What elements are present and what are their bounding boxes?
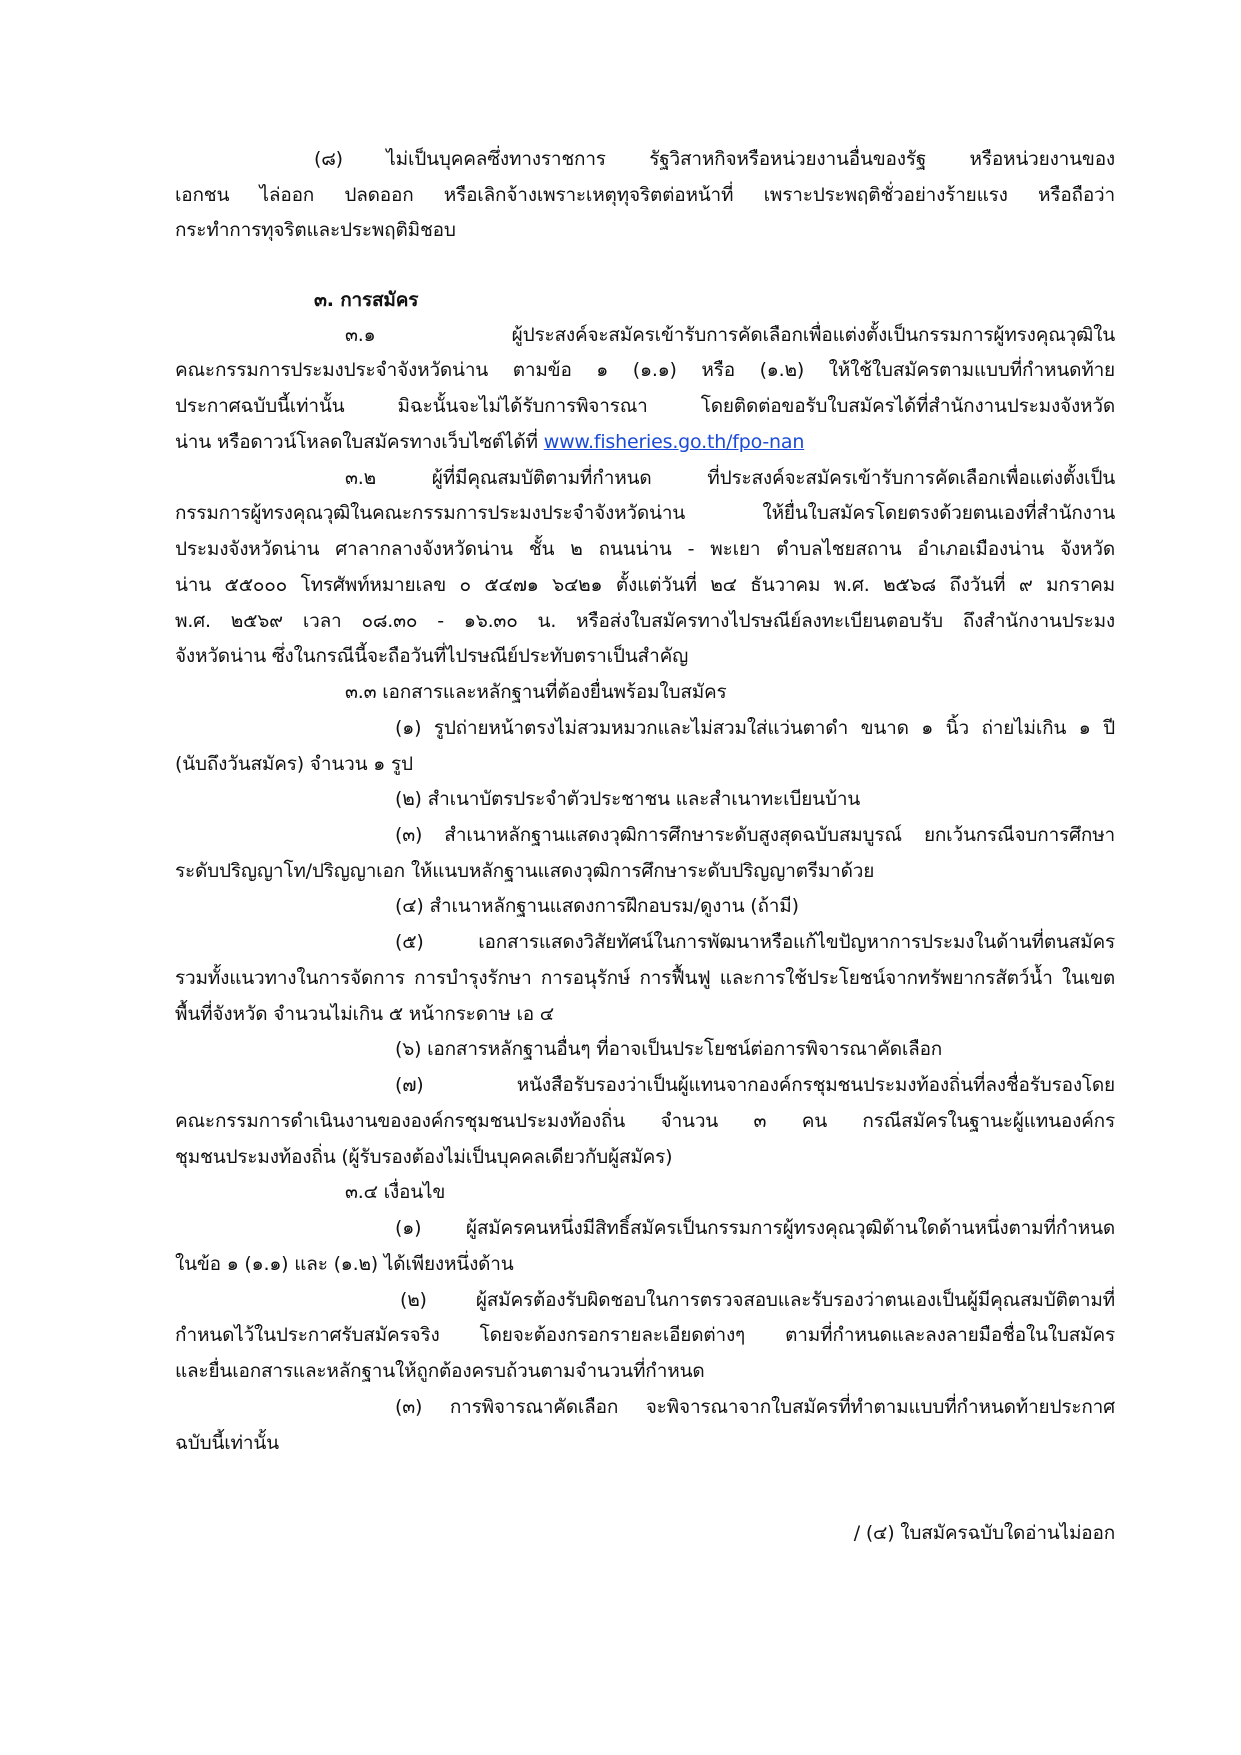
doc-3-line-2: ระดับปริญญาโท/ปริญญาเอก ให้แนบหลักฐานแสดงวุฒิการศึกษาระดับปริญญาตรีมาด้วย	[175, 860, 875, 882]
item-3-2-line-4: น่าน ๕๕๐๐๐ โทรศัพท์หมายเลข ๐ ๕๔๗๑ ๖๔๒๑ ตั้งแต่วันที่ ๒๔ ธันวาคม พ.ศ. ๒๕๖๘ ถึงวันที่ ๙ มกราคม	[175, 574, 1115, 596]
item-3-1-line-4	[175, 427, 1115, 457]
cond-2-line-1: (๒) ผู้สมัครต้องรับผิดชอบในการตรวจสอบและรับรองว่าตนเองเป็นผู้มีคุณสมบัติตามที่	[400, 1289, 1115, 1311]
item-3-2-line-3: ประมงจังหวัดน่าน ศาลากลางจังหวัดน่าน ชั้น ๒ ถนนน่าน - พะเยา ตำบลไชยสถาน อำเภอเมืองน่าน จังหวัด	[175, 538, 1115, 560]
doc-5-line-1: (๕) เอกสารแสดงวิสัยทัศน์ในการพัฒนาหรือแก้ไขปัญหาการประมงในด้านที่ตนสมัคร	[395, 931, 1115, 953]
item-3-1-line-2: คณะกรรมการประมงประจำจังหวัดน่าน ตามข้อ ๑ (๑.๑) หรือ (๑.๒) ให้ใช้ใบสมัครตามแบบที่กำหนดท้าย	[175, 359, 1115, 381]
doc-4: (๔) สำเนาหลักฐานแสดงการฝึกอบรม/ดูงาน (ถ้ามี)	[395, 895, 799, 917]
doc-7-line-2: คณะกรรมการดำเนินงานขององค์กรชุมชนประมงท้องถิ่น จำนวน ๓ คน กรณีสมัครในฐานะผู้แทนองค์กร	[175, 1110, 1115, 1132]
fisheries-website-link[interactable]: www.fisheries.go.th/fpo-nan	[543, 431, 805, 453]
doc-7-line-1: (๗) หนังสือรับรองว่าเป็นผู้แทนจากองค์กรชุมชนประมงท้องถิ่นที่ลงชื่อรับรองโดย	[395, 1074, 1115, 1096]
continuation-footer: / (๔) ใบสมัครฉบับใดอ่านไม่ออก	[853, 1522, 1115, 1544]
item-3-1-line-3: ประกาศฉบับนี้เท่านั้น มิฉะนั้นจะไม่ได้รับการพิจารณา โดยติดต่อขอรับใบสมัครได้ที่สำนักงานประมงจังหวัด	[175, 395, 1115, 417]
cond-1-line-1: (๑) ผู้สมัครคนหนึ่งมีสิทธิ์สมัครเป็นกรรมการผู้ทรงคุณวุฒิด้านใดด้านหนึ่งตามที่กำหนด	[395, 1217, 1115, 1239]
doc-5-line-2: รวมทั้งแนวทางในการจัดการ การบำรุงรักษา การอนุรักษ์ การฟื้นฟู และการใช้ประโยชน์จากทรัพยากรสัตว์น้ำ ในเขต	[175, 967, 1115, 989]
item-3-2-line-5: พ.ศ. ๒๕๖๙ เวลา ๐๘.๓๐ - ๑๖.๓๐ น. หรือส่งใบสมัครทางไปรษณีย์ลงทะเบียนตอบรับ ถึงสำนักงานประมง	[175, 610, 1115, 632]
item-3-2-line-6: จังหวัดน่าน ซึ่งในกรณีนี้จะถือวันที่ไปรษณีย์ประทับตราเป็นสำคัญ	[175, 645, 689, 667]
doc-2: (๒) สำเนาบัตรประจำตัวประชาชน และสำเนาทะเบียนบ้าน	[395, 788, 861, 810]
doc-3-line-1: (๓) สำเนาหลักฐานแสดงวุฒิการศึกษาระดับสูงสุดฉบับสมบูรณ์ ยกเว้นกรณีจบการศึกษา	[395, 824, 1115, 846]
doc-7-line-3: ชุมชนประมงท้องถิ่น (ผู้รับรองต้องไม่เป็นบุคคลเดียวกับผู้สมัคร)	[175, 1146, 673, 1168]
cond-3-line-2: ฉบับนี้เท่านั้น	[175, 1432, 279, 1454]
cond-2-line-2: กำหนดไว้ในประกาศรับสมัครจริง โดยจะต้องกรอกรายละเอียดต่างๆ ตามที่กำหนดและลงลายมือชื่อในใบสมัคร	[175, 1324, 1115, 1346]
item-3-2-line-1: ๓.๒ ผู้ที่มีคุณสมบัติตามที่กำหนด ที่ประสงค์จะสมัครเข้ารับการคัดเลือกเพื่อแต่งตั้งเป็น	[345, 467, 1115, 489]
item-3-2-line-2: กรรมการผู้ทรงคุณวุฒิในคณะกรรมการประมงประจำจังหวัดน่าน ให้ยื่นใบสมัครโดยตรงด้วยตนเองที่สำนักงาน	[175, 502, 1115, 524]
paragraph-8-line-1: (๘) ไม่เป็นบุคคลซึ่งทางราชการ รัฐวิสาหกิจหรือหน่วยงานอื่นของรัฐ หรือหน่วยงานของ	[314, 148, 1115, 170]
doc-1-line-1: (๑) รูปถ่ายหน้าตรงไม่สวมหมวกและไม่สวมใส่แว่นตาดำ ขนาด ๑ นิ้ว ถ่ายไม่เกิน ๑ ปี	[395, 717, 1115, 739]
cond-3-line-1: (๓) การพิจารณาคัดเลือก จะพิจารณาจากใบสมัครที่ทำตามแบบที่กำหนดท้ายประกาศ	[395, 1396, 1115, 1418]
paragraph-8-line-3: กระทำการทุจริตและประพฤติมิชอบ	[175, 219, 456, 241]
cond-2-line-3: และยื่นเอกสารและหลักฐานให้ถูกต้องครบถ้วนตามจำนวนที่กำหนด	[175, 1360, 705, 1382]
doc-6: (๖) เอกสารหลักฐานอื่นๆ ที่อาจเป็นประโยชน์ต่อการพิจารณาคัดเลือก	[395, 1038, 943, 1060]
section-3-heading: ๓. การสมัคร	[314, 289, 419, 311]
item-3-4-heading: ๓.๔ เงื่อนไข	[345, 1181, 446, 1203]
cond-1-line-2: ในข้อ ๑ (๑.๑) และ (๑.๒) ได้เพียงหนึ่งด้าน	[175, 1253, 514, 1275]
item-3-1-line-1: ๓.๑ ผู้ประสงค์จะสมัครเข้ารับการคัดเลือกเพื่อแต่งตั้งเป็นกรรมการผู้ทรงคุณวุฒิใน	[345, 324, 1115, 346]
doc-1-line-2: (นับถึงวันสมัคร) จำนวน ๑ รูป	[175, 753, 413, 775]
doc-5-line-3: พื้นที่จังหวัด จำนวนไม่เกิน ๕ หน้ากระดาษ เอ ๔	[175, 1003, 554, 1025]
paragraph-8-line-2: เอกชน ไล่ออก ปลดออก หรือเลิกจ้างเพราะเหตุทุจริตต่อหน้าที่ เพราะประพฤติชั่วอย่างร้ายแรง หรือถือว่า	[175, 184, 1115, 206]
item-3-1-line-4-text: น่าน หรือดาวน์โหลดใบสมัครทางเว็บไซต์ได้ที่	[175, 431, 544, 453]
item-3-3-heading: ๓.๓ เอกสารและหลักฐานที่ต้องยื่นพร้อมใบสมัคร	[345, 681, 727, 703]
